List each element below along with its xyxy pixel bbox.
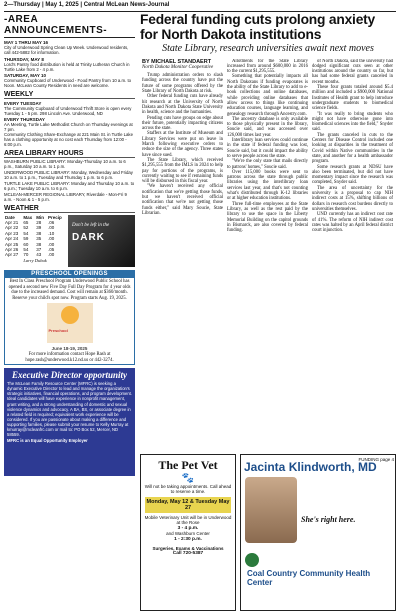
weekly-text: AA Meeting, Turtle Lake Methodist Church on Thursday evenings at 7 pm. (4, 122, 133, 132)
exec-body: The McLean Family Resource Center (MFRC) is seeking a dynamic Executive Director to lead and manage the organization's strategic initiatives, financial operations, and program development. Ideal candidates will have experience in nonprofit management, grant writing, and a strong understanding of domestic and sexual violence dynamics and advocacy. A BA, BS, or associate degree in a related field is required; equivalent work experience will be considered. If you are passionate about making a difference and supporting families, please submit your resume to Kelly Murray at kmurray@mcleanfrc.com or mail to: PO Box 52, Mercer, ND 58559. (7, 381, 132, 438)
event-item (4, 57, 135, 72)
preschool-contact: For more information contact Hope Rash at hope.rash@underwood.k12.nd.us or 442-3274. (25, 351, 114, 363)
byline: BY MICHAEL STANDAERT (142, 58, 212, 65)
article-paragraph: Staffers at the Institute of Museum and Library Services were put on leave in March following executive orders to reduce the size of the agency. Three states have since sued. (142, 131, 223, 158)
weather-table (4, 215, 66, 258)
preschool-dates: June 18-19, 2025 (51, 346, 88, 352)
weather-cell: Apr 23 (5, 230, 19, 236)
paw-icon: 🐾 (181, 473, 195, 484)
weather-header: Min (36, 215, 45, 220)
article-paragraph: The area of uncertainty for the university is a proposal to cap NIH indirect costs at 15%, shifting billions of dollars in research cost burdens directly to universities themselves. (312, 185, 393, 212)
pet-dates: Monday, May 12 & Tuesday May 27 (145, 497, 231, 514)
weekly-text: Community Clothing Share-Exchange at 221 Main St. in Turtle Lake has a clothing opportunity at no cost each Thursday from 12:00 - 6:00 p.m. (4, 132, 133, 147)
weather-cell: .10 (48, 230, 55, 236)
weekly-title: WEEKLY (4, 91, 135, 99)
article-paragraph: UND currently has an indirect cost rate of 41%. The reform of NIH indirect cost rates was halted by an April federal district court injunction. (312, 212, 393, 234)
preschool-box (4, 278, 135, 365)
library-title: AREA LIBRARY HOURS (4, 150, 135, 158)
exec-title: Executive Director opportunity (12, 370, 127, 381)
article-paragraph: Pending cuts have groups on edge about their future, potentially impacting citizens across the state. (142, 115, 223, 132)
article-paragraph: Trump administration orders to slash funding across the country have put the future of some programs offered by the State Library of North Dakota at risk. (142, 73, 223, 95)
pet-phone: Call 720-5387 (172, 551, 204, 557)
preschool-body: Best In Class Preschool Program Underwood Public School has opened a second new Five Day Full Day Program for 4 year olds due to the increased demand. Cost will remain at $360/month. Reserve your child's spot now. Program starts Aug. 19, 2025. (8, 279, 131, 301)
pet-vet-ad (140, 454, 236, 611)
weather-cell: 54 (23, 230, 29, 236)
weather-header: Max (23, 215, 33, 220)
article-paragraph: "We're the only state that mails directly to patrons' homes," Soucie said. (227, 159, 308, 170)
weather-section (4, 215, 135, 267)
weather-cell: 28 (36, 220, 42, 225)
event-date: THURSDAY, MAY 8 (4, 56, 44, 62)
article-paragraph: Interlibrary loan services could continue in the state if federal funding was lost, Soucie said, but it could impact the ability to serve people across the state. (227, 138, 308, 159)
article-column-3 (310, 59, 395, 447)
announcements-title: -AREA ANNOUNCEMENTS- (4, 13, 135, 38)
weather-cell: 60 (23, 241, 29, 247)
article-paragraph: The ancestry database is only available to those physically present in the library, Soucie said, and was accessed over 126,000 times last year. (227, 116, 308, 138)
article-paragraph: "We haven't received any official notification that we're getting those funds, but we haven't received official notification that we're not getting those funds either," said Mary Soucie, State Librarian. (142, 184, 223, 216)
preschool-graphic (47, 303, 93, 343)
article-paragraph: The grants canceled in cuts to the Centers for Disease Control included one looking at disparities in the treatment of Covid within Native communities in the state, and another for a health ambassador program. (312, 132, 393, 165)
library-hours: TURTLE LAKE PUBLIC LIBRARY: Monday and Thursday 10 a.m. to 6 p.m.; Tuesday 10 a.m. to 6 p.m. (4, 181, 135, 191)
weather-cell: 54 (23, 247, 29, 253)
weather-cell: .00 (48, 236, 55, 242)
graphic-tag: Preschool (48, 328, 68, 334)
weather-cell: Apr 26 (5, 247, 19, 253)
weather-header: Precip (48, 215, 62, 220)
weather-ad-image (68, 215, 135, 267)
event-text: Community Cupboard of Underwood - Food Pantry from 10 a.m. to Noon. McLean County Residents in need are welcome. (4, 78, 132, 88)
sun-icon (61, 306, 79, 324)
article-paragraph: Three full-time employees at the State Library, as well as the rest paid by the library to use the space in the Liberty Memorial Building on the capitol grounds in Bismarck, are also covered by federal funding. (227, 201, 308, 234)
pet-time: 3 - 4 p.m. (177, 525, 199, 531)
clinic-ad (240, 454, 396, 611)
exec-footer: MFRC is an Equal Opportunity Employer (7, 438, 88, 444)
article-headline: Federal funding cuts prolong anxiety for North Dakota institutions (140, 12, 376, 42)
article-paragraph: Allotments for the State Library increased from around $600,000 in 2016 to the current $1,295,555. (227, 58, 308, 75)
weather-cell: 43 (36, 252, 42, 258)
weather-cell: Apr 25 (5, 241, 19, 247)
event-item (4, 73, 135, 88)
ad-text: Don't be left in the (72, 223, 110, 228)
clinic-tagline: She's right here. (301, 515, 356, 524)
clinic-logo-icon (245, 553, 259, 567)
weather-credit: Larry Dubuk (23, 257, 47, 263)
article-paragraph: "It was really to bring students who might not have otherwise gone into biomedical sciences into the field," Snyder said. (312, 111, 393, 133)
weather-cell: 37 (36, 247, 42, 253)
pet-time: 1 - 2:30 p.m. (174, 536, 202, 542)
weekly-date: EVERY THURSDAY (4, 117, 45, 122)
article-subhead: State Library, research universities await next moves (162, 43, 374, 54)
article-paragraph: Some research grants at NDSU have also been terminated, but did not have momentary impact since the research was completed, Snyder said. (312, 164, 393, 186)
event-date: SATURDAY, MAY 10 (4, 73, 47, 78)
event-text: Lord's Pantry food distribution is held at Trinity Lutheran Church in Turtle Lake from 2 - 4 p.m. (4, 61, 130, 72)
weather-cell: 35 (36, 236, 42, 242)
left-column (4, 13, 135, 611)
pet-services: Surgeries, Exams & Vaccinations (152, 546, 224, 552)
ad-text: DARK (72, 232, 105, 243)
weather-cell: 38 (36, 230, 42, 236)
library-hours: MCLEAN-MERCER REGIONAL LIBRARY, Riverdale - Mon-Fri 9 a.m. - Noon & 1 - 5 p.m. (4, 192, 127, 202)
weather-cell: 65 (23, 220, 29, 225)
weather-header: Date (5, 215, 15, 220)
page-header: 2—Thursday | May 1, 2025 | Central McLean News-Journal (4, 2, 396, 12)
pet-and: and Washburn Center (166, 531, 210, 537)
weather-cell: 52 (23, 225, 29, 231)
clinic-name: Coal Country Community Health Center (247, 569, 371, 587)
doctor-name: Jacinta Klindworth, MD (244, 460, 377, 474)
article-paragraph: The State Library, which received $1,295,555 from the IMLS in 2024 to help pay for portions of the programs, is currently waiting to see if remaining funds will be disbursed in this fiscal year. (142, 157, 223, 185)
weather-cell: .06 (48, 220, 55, 225)
weather-cell: 70 (23, 252, 29, 258)
weather-cell: Apr 21 (5, 220, 19, 225)
article-column-2 (225, 59, 310, 447)
weekly-date: EVERY TUESDAY (4, 100, 42, 106)
continued-note: FUNDING page 4 (358, 457, 394, 462)
pet-vet-logo: The Pet Vet (158, 458, 218, 472)
article-paragraph: Over 115,000 books were sent to patrons across the state through public libraries using the interlibrary loan services last year, and that's not counting what's distributed through K-12 libraries or at higher education institutions. (227, 169, 308, 202)
article (140, 12, 396, 462)
weather-cell: Apr 24 (5, 236, 19, 242)
weather-cell: 38 (36, 241, 42, 247)
weather-cell: 39 (36, 225, 42, 231)
pet-location: Mobile Veterinary Unit will be in Underwood at the Rose (144, 515, 232, 526)
weather-cell: .05 (48, 247, 55, 253)
article-column-1 (140, 59, 225, 447)
weather-cell: Apr 22 (5, 225, 19, 231)
weather-cell: .00 (48, 225, 55, 231)
byline-org: North Dakota Monitor Cooperative (142, 64, 214, 70)
article-paragraph: Other federal funding cuts have already hit research at the University of North Dakota and North Dakota State University in health, science and the humanities. (142, 94, 223, 116)
library-hours: UNDERWOOD PUBLIC LIBRARY: Monday, Wednesday and Friday 10 a.m. to 1 p.m., Tuesday and Thursday 1 p.m. to 6 p.m. (4, 170, 133, 180)
weather-title: WEATHER (4, 205, 135, 213)
preschool-title: PRESCHOOL OPENINGS (4, 270, 135, 278)
doctor-photo (245, 477, 297, 543)
event-text: City of Underwood Spring Clean Up Week. Underwood residents, call 442-5882 for information. (4, 45, 129, 55)
article-paragraph: of North Dakota, said the university had dodged significant cuts seen at other institutions around the country so far, but has had some federal grants canceled in recent months. (312, 58, 393, 85)
weather-cell: .00 (48, 241, 55, 247)
article-paragraph: Something that potentially impacts all North Dakotans if funding evaporates is the ability of the State Library to add to e-book collections and online databases, while providing online databases that allow access to things like continuing education courses, language learning, and genealogy research through Ancestry.com. (227, 74, 308, 117)
pet-intro: Will not be taking appointments. Call ahead to reserve a time. (144, 484, 232, 495)
weather-cell: 59 (23, 236, 29, 242)
article-paragraph: These four grants totaled around $5.4 million and included a $900,000 National Institutes of Health grant to help introduce undergraduate students to biomedical science fields. (312, 85, 393, 112)
weather-cell: Apr 27 (5, 252, 19, 258)
weather-cell: .00 (48, 252, 55, 258)
exec-director-ad (4, 368, 135, 476)
event-date: MAY 1 THRU MAY 16 (4, 40, 49, 45)
event-item (4, 40, 135, 55)
library-hours: WASHBURN PUBLIC LIBRARY: Monday-Thursday 10 a.m. to 6 p.m., Saturday 10 a.m. to 1 p.m. (4, 159, 126, 169)
weekly-text: The Community Cupboard of Underwood Thrift Store is open every Tuesday 1 - 5 pm. 298 Lincoln Ave. Underwood, ND (4, 105, 132, 116)
